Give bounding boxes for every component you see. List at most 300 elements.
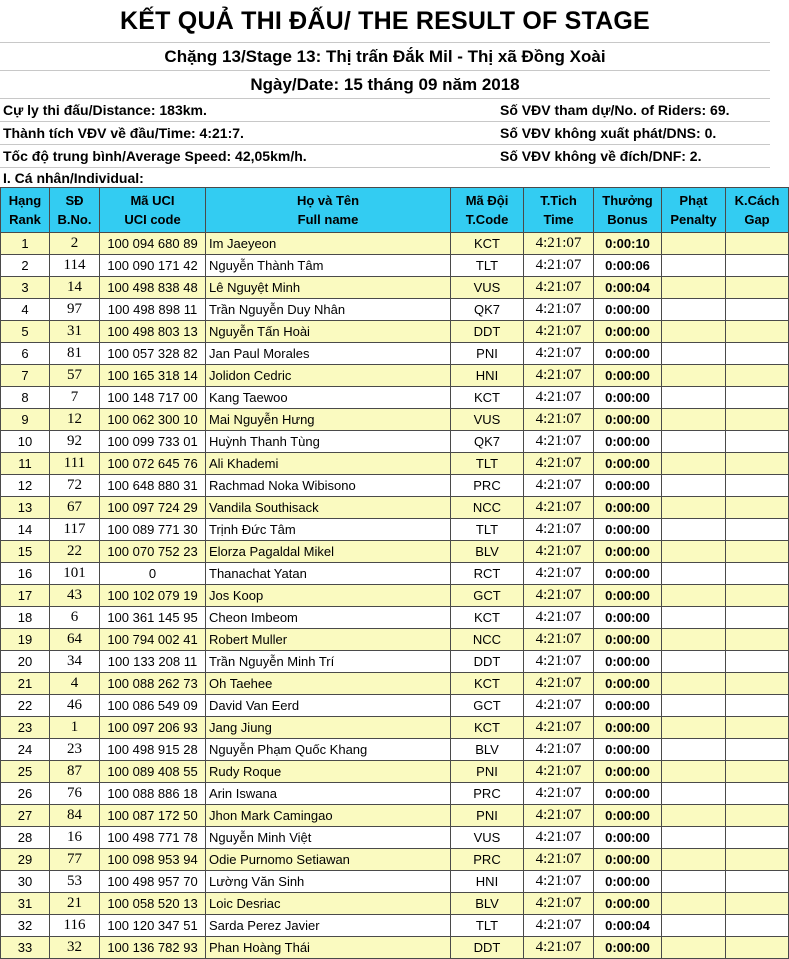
team-code-cell: DDT — [451, 651, 524, 673]
team-code-cell: DDT — [451, 937, 524, 959]
col-header-rank: Hạng Rank — [1, 188, 50, 233]
bib-number-cell: 14 — [50, 277, 100, 299]
bonus-cell: 0:00:00 — [594, 651, 662, 673]
bib-number-cell: 81 — [50, 343, 100, 365]
bonus-cell: 0:00:00 — [594, 849, 662, 871]
team-code-cell: PNI — [451, 805, 524, 827]
table-row — [1, 343, 789, 365]
table-row — [1, 805, 789, 827]
uci-code-cell: 100 498 915 28 — [100, 739, 206, 761]
team-code-cell: PNI — [451, 343, 524, 365]
time-cell: 4:21:07 — [524, 475, 594, 497]
rider-name-cell: Robert Muller — [206, 629, 451, 651]
date-row — [0, 71, 770, 99]
uci-code-cell: 100 089 771 30 — [100, 519, 206, 541]
gap-cell — [726, 629, 789, 651]
table-row — [1, 387, 789, 409]
col-header-uci: Mã UCI UCI code — [100, 188, 206, 233]
bonus-cell: 0:00:00 — [594, 431, 662, 453]
rider-name-cell: Vandila Southisack — [206, 497, 451, 519]
gap-cell — [726, 673, 789, 695]
gap-cell — [726, 915, 789, 937]
rank-cell: 22 — [1, 695, 50, 717]
rank-cell: 10 — [1, 431, 50, 453]
col-header-gap: K.Cách Gap — [726, 188, 789, 233]
team-code-cell: KCT — [451, 673, 524, 695]
uci-code-cell: 100 148 717 00 — [100, 387, 206, 409]
penalty-cell — [662, 937, 726, 959]
table-row — [1, 563, 789, 585]
uci-code-cell: 100 099 733 01 — [100, 431, 206, 453]
time-cell: 4:21:07 — [524, 299, 594, 321]
penalty-cell — [662, 277, 726, 299]
uci-code-cell: 100 058 520 13 — [100, 893, 206, 915]
bonus-cell: 0:00:00 — [594, 673, 662, 695]
gap-cell — [726, 277, 789, 299]
bib-number-cell: 77 — [50, 849, 100, 871]
team-code-cell: TLT — [451, 453, 524, 475]
time-cell: 4:21:07 — [524, 321, 594, 343]
bonus-cell: 0:00:00 — [594, 827, 662, 849]
rider-name-cell: Trịnh Đức Tâm — [206, 519, 451, 541]
table-row — [1, 585, 789, 607]
bonus-cell: 0:00:00 — [594, 541, 662, 563]
rank-cell: 25 — [1, 761, 50, 783]
time-cell: 4:21:07 — [524, 629, 594, 651]
section-label: I. Cá nhân/Individual: — [3, 169, 144, 186]
time-cell: 4:21:07 — [524, 849, 594, 871]
table-row — [1, 915, 789, 937]
table-row — [1, 475, 789, 497]
rider-name-cell: Jan Paul Morales — [206, 343, 451, 365]
gap-cell — [726, 739, 789, 761]
table-row — [1, 497, 789, 519]
bonus-cell: 0:00:00 — [594, 937, 662, 959]
penalty-cell — [662, 365, 726, 387]
bib-number-cell: 21 — [50, 893, 100, 915]
bonus-cell: 0:00:00 — [594, 563, 662, 585]
rider-name-cell: Huỳnh Thanh Tùng — [206, 431, 451, 453]
col-header-time: T.Tich Time — [524, 188, 594, 233]
rank-cell: 4 — [1, 299, 50, 321]
penalty-cell — [662, 783, 726, 805]
table-row — [1, 827, 789, 849]
bonus-cell: 0:00:00 — [594, 387, 662, 409]
rank-cell: 31 — [1, 893, 50, 915]
time-cell: 4:21:07 — [524, 585, 594, 607]
team-code-cell: BLV — [451, 893, 524, 915]
bib-number-cell: 87 — [50, 761, 100, 783]
time-cell: 4:21:07 — [524, 365, 594, 387]
table-row — [1, 519, 789, 541]
penalty-cell — [662, 717, 726, 739]
team-code-cell: KCT — [451, 607, 524, 629]
title-row — [0, 0, 770, 43]
dns-info: Số VĐV không xuất phát/DNS: 0. — [500, 125, 717, 141]
distance-info: Cự ly thi đấu/Distance: 183km. — [3, 102, 207, 118]
time-cell: 4:21:07 — [524, 739, 594, 761]
rank-cell: 20 — [1, 651, 50, 673]
table-header-row — [1, 188, 789, 233]
gap-cell — [726, 497, 789, 519]
penalty-cell — [662, 673, 726, 695]
time-cell: 4:21:07 — [524, 937, 594, 959]
gap-cell — [726, 321, 789, 343]
rank-cell: 11 — [1, 453, 50, 475]
time-cell: 4:21:07 — [524, 651, 594, 673]
time-cell: 4:21:07 — [524, 255, 594, 277]
results-table — [0, 187, 789, 959]
penalty-cell — [662, 563, 726, 585]
table-row — [1, 541, 789, 563]
uci-code-cell: 100 133 208 11 — [100, 651, 206, 673]
penalty-cell — [662, 541, 726, 563]
rider-name-cell: Sarda Perez Javier — [206, 915, 451, 937]
uci-code-cell: 100 057 328 82 — [100, 343, 206, 365]
rank-cell: 14 — [1, 519, 50, 541]
bib-number-cell: 46 — [50, 695, 100, 717]
uci-code-cell: 100 086 549 09 — [100, 695, 206, 717]
bib-number-cell: 43 — [50, 585, 100, 607]
stage-row — [0, 43, 770, 71]
bonus-cell: 0:00:00 — [594, 739, 662, 761]
bonus-cell: 0:00:00 — [594, 497, 662, 519]
penalty-cell — [662, 651, 726, 673]
gap-cell — [726, 519, 789, 541]
penalty-cell — [662, 519, 726, 541]
time-cell: 4:21:07 — [524, 673, 594, 695]
uci-code-cell: 100 136 782 93 — [100, 937, 206, 959]
penalty-cell — [662, 761, 726, 783]
time-cell: 4:21:07 — [524, 695, 594, 717]
time-info: Thành tích VĐV về đầu/Time: 4:21:7. — [3, 125, 244, 141]
riders-info: Số VĐV tham dự/No. of Riders: 69. — [500, 102, 730, 118]
rank-cell: 5 — [1, 321, 50, 343]
gap-cell — [726, 431, 789, 453]
bonus-cell: 0:00:00 — [594, 717, 662, 739]
penalty-cell — [662, 915, 726, 937]
gap-cell — [726, 783, 789, 805]
bib-number-cell: 32 — [50, 937, 100, 959]
uci-code-cell: 100 120 347 51 — [100, 915, 206, 937]
uci-code-cell: 100 094 680 89 — [100, 233, 206, 255]
penalty-cell — [662, 629, 726, 651]
bib-number-cell: 92 — [50, 431, 100, 453]
time-cell: 4:21:07 — [524, 387, 594, 409]
penalty-cell — [662, 585, 726, 607]
gap-cell — [726, 761, 789, 783]
rider-name-cell: Nguyễn Minh Việt — [206, 827, 451, 849]
bib-number-cell: 57 — [50, 365, 100, 387]
bib-number-cell: 4 — [50, 673, 100, 695]
gap-cell — [726, 871, 789, 893]
rider-name-cell: Nguyễn Tấn Hoài — [206, 321, 451, 343]
team-code-cell: TLT — [451, 255, 524, 277]
time-cell: 4:21:07 — [524, 717, 594, 739]
rank-cell: 3 — [1, 277, 50, 299]
bib-number-cell: 16 — [50, 827, 100, 849]
uci-code-cell: 100 088 886 18 — [100, 783, 206, 805]
bonus-cell: 0:00:00 — [594, 299, 662, 321]
table-row — [1, 783, 789, 805]
penalty-cell — [662, 827, 726, 849]
time-cell: 4:21:07 — [524, 343, 594, 365]
team-code-cell: VUS — [451, 277, 524, 299]
penalty-cell — [662, 849, 726, 871]
uci-code-cell: 100 165 318 14 — [100, 365, 206, 387]
team-code-cell: RCT — [451, 563, 524, 585]
col-header-name: Họ và Tên Full name — [206, 188, 451, 233]
rank-cell: 23 — [1, 717, 50, 739]
gap-cell — [726, 585, 789, 607]
bonus-cell: 0:00:00 — [594, 343, 662, 365]
bonus-cell: 0:00:04 — [594, 915, 662, 937]
time-cell: 4:21:07 — [524, 563, 594, 585]
gap-cell — [726, 343, 789, 365]
time-cell: 4:21:07 — [524, 277, 594, 299]
rank-cell: 6 — [1, 343, 50, 365]
team-code-cell: BLV — [451, 739, 524, 761]
bib-number-cell: 76 — [50, 783, 100, 805]
team-code-cell: PNI — [451, 761, 524, 783]
bonus-cell: 0:00:00 — [594, 607, 662, 629]
rank-cell: 33 — [1, 937, 50, 959]
rider-name-cell: Arin Iswana — [206, 783, 451, 805]
rank-cell: 9 — [1, 409, 50, 431]
rank-cell: 18 — [1, 607, 50, 629]
time-cell: 4:21:07 — [524, 783, 594, 805]
rider-name-cell: Cheon Imbeom — [206, 607, 451, 629]
uci-code-cell: 100 070 752 23 — [100, 541, 206, 563]
gap-cell — [726, 695, 789, 717]
bonus-cell: 0:00:00 — [594, 871, 662, 893]
uci-code-cell: 100 102 079 19 — [100, 585, 206, 607]
team-code-cell: KCT — [451, 233, 524, 255]
gap-cell — [726, 409, 789, 431]
bib-number-cell: 117 — [50, 519, 100, 541]
penalty-cell — [662, 805, 726, 827]
penalty-cell — [662, 343, 726, 365]
rank-cell: 19 — [1, 629, 50, 651]
bib-number-cell: 23 — [50, 739, 100, 761]
table-row — [1, 453, 789, 475]
bonus-cell: 0:00:00 — [594, 805, 662, 827]
table-row — [1, 761, 789, 783]
time-cell: 4:21:07 — [524, 431, 594, 453]
uci-code-cell: 100 794 002 41 — [100, 629, 206, 651]
bonus-cell: 0:00:00 — [594, 519, 662, 541]
bonus-cell: 0:00:04 — [594, 277, 662, 299]
bib-number-cell: 116 — [50, 915, 100, 937]
bib-number-cell: 7 — [50, 387, 100, 409]
page-title: KẾT QUẢ THI ĐẤU/ THE RESULT OF STAGE — [120, 6, 650, 35]
gap-cell — [726, 387, 789, 409]
rider-name-cell: Kang Taewoo — [206, 387, 451, 409]
rider-name-cell: Trần Nguyễn Minh Trí — [206, 651, 451, 673]
table-row — [1, 409, 789, 431]
dnf-info: Số VĐV không về đích/DNF: 2. — [500, 148, 702, 164]
team-code-cell: QK7 — [451, 299, 524, 321]
penalty-cell — [662, 321, 726, 343]
results-body — [1, 233, 789, 959]
rider-name-cell: Nguyễn Phạm Quốc Khang — [206, 739, 451, 761]
table-row — [1, 431, 789, 453]
rank-cell: 27 — [1, 805, 50, 827]
uci-code-cell: 100 361 145 95 — [100, 607, 206, 629]
rider-name-cell: Lê Nguyệt Minh — [206, 277, 451, 299]
time-cell: 4:21:07 — [524, 805, 594, 827]
bib-number-cell: 6 — [50, 607, 100, 629]
bonus-cell: 0:00:00 — [594, 695, 662, 717]
penalty-cell — [662, 409, 726, 431]
uci-code-cell: 100 648 880 31 — [100, 475, 206, 497]
gap-cell — [726, 541, 789, 563]
table-row — [1, 673, 789, 695]
rider-name-cell: Rachmad Noka Wibisono — [206, 475, 451, 497]
uci-code-cell: 100 498 898 11 — [100, 299, 206, 321]
table-row — [1, 299, 789, 321]
bib-number-cell: 2 — [50, 233, 100, 255]
penalty-cell — [662, 387, 726, 409]
rank-cell: 30 — [1, 871, 50, 893]
uci-code-cell: 100 072 645 76 — [100, 453, 206, 475]
info-row-2 — [0, 122, 770, 145]
table-row — [1, 233, 789, 255]
bib-number-cell: 31 — [50, 321, 100, 343]
gap-cell — [726, 233, 789, 255]
col-header-bno: SĐ B.No. — [50, 188, 100, 233]
team-code-cell: PRC — [451, 783, 524, 805]
time-cell: 4:21:07 — [524, 233, 594, 255]
team-code-cell: TLT — [451, 915, 524, 937]
gap-cell — [726, 475, 789, 497]
uci-code-cell: 0 — [100, 563, 206, 585]
rank-cell: 16 — [1, 563, 50, 585]
time-cell: 4:21:07 — [524, 871, 594, 893]
table-row — [1, 365, 789, 387]
team-code-cell: VUS — [451, 409, 524, 431]
time-cell: 4:21:07 — [524, 497, 594, 519]
bib-number-cell: 72 — [50, 475, 100, 497]
penalty-cell — [662, 299, 726, 321]
gap-cell — [726, 651, 789, 673]
penalty-cell — [662, 233, 726, 255]
info-row-3 — [0, 145, 770, 168]
uci-code-cell: 100 498 838 48 — [100, 277, 206, 299]
bonus-cell: 0:00:06 — [594, 255, 662, 277]
bonus-cell: 0:00:10 — [594, 233, 662, 255]
team-code-cell: GCT — [451, 585, 524, 607]
info-row-1 — [0, 99, 770, 122]
rank-cell: 8 — [1, 387, 50, 409]
uci-code-cell: 100 062 300 10 — [100, 409, 206, 431]
penalty-cell — [662, 695, 726, 717]
bonus-cell: 0:00:00 — [594, 409, 662, 431]
table-row — [1, 739, 789, 761]
stage-title: Chặng 13/Stage 13: Thị trấn Đắk Mil - Thị xã Đồng Xoài — [164, 46, 606, 66]
uci-code-cell: 100 498 771 78 — [100, 827, 206, 849]
table-row — [1, 255, 789, 277]
rank-cell: 32 — [1, 915, 50, 937]
bib-number-cell: 12 — [50, 409, 100, 431]
rider-name-cell: Mai Nguyễn Hưng — [206, 409, 451, 431]
team-code-cell: HNI — [451, 365, 524, 387]
table-row — [1, 321, 789, 343]
gap-cell — [726, 805, 789, 827]
rider-name-cell: Jhon Mark Camingao — [206, 805, 451, 827]
table-row — [1, 717, 789, 739]
time-cell: 4:21:07 — [524, 453, 594, 475]
rank-cell: 12 — [1, 475, 50, 497]
rider-name-cell: Jang Jiung — [206, 717, 451, 739]
rider-name-cell: Im Jaeyeon — [206, 233, 451, 255]
rank-cell: 26 — [1, 783, 50, 805]
team-code-cell: BLV — [451, 541, 524, 563]
time-cell: 4:21:07 — [524, 893, 594, 915]
penalty-cell — [662, 739, 726, 761]
rank-cell: 13 — [1, 497, 50, 519]
team-code-cell: HNI — [451, 871, 524, 893]
table-row — [1, 277, 789, 299]
time-cell: 4:21:07 — [524, 541, 594, 563]
bonus-cell: 0:00:00 — [594, 453, 662, 475]
team-code-cell: TLT — [451, 519, 524, 541]
penalty-cell — [662, 607, 726, 629]
rider-name-cell: Thanachat Yatan — [206, 563, 451, 585]
rider-name-cell: Jos Koop — [206, 585, 451, 607]
gap-cell — [726, 453, 789, 475]
uci-code-cell: 100 087 172 50 — [100, 805, 206, 827]
speed-info: Tốc độ trung bình/Average Speed: 42,05km/h. — [3, 148, 307, 164]
table-row — [1, 871, 789, 893]
rider-name-cell: David Van Eerd — [206, 695, 451, 717]
uci-code-cell: 100 097 206 93 — [100, 717, 206, 739]
time-cell: 4:21:07 — [524, 761, 594, 783]
rider-name-cell: Trần Nguyễn Duy Nhân — [206, 299, 451, 321]
bonus-cell: 0:00:00 — [594, 321, 662, 343]
gap-cell — [726, 849, 789, 871]
rank-cell: 17 — [1, 585, 50, 607]
team-code-cell: DDT — [451, 321, 524, 343]
time-cell: 4:21:07 — [524, 607, 594, 629]
team-code-cell: KCT — [451, 717, 524, 739]
team-code-cell: NCC — [451, 629, 524, 651]
table-row — [1, 651, 789, 673]
rider-name-cell: Phan Hoàng Thái — [206, 937, 451, 959]
bib-number-cell: 97 — [50, 299, 100, 321]
penalty-cell — [662, 255, 726, 277]
time-cell: 4:21:07 — [524, 827, 594, 849]
bonus-cell: 0:00:00 — [594, 893, 662, 915]
rank-cell: 7 — [1, 365, 50, 387]
bib-number-cell: 1 — [50, 717, 100, 739]
bonus-cell: 0:00:00 — [594, 475, 662, 497]
gap-cell — [726, 717, 789, 739]
rider-name-cell: Elorza Pagaldal Mikel — [206, 541, 451, 563]
rank-cell: 29 — [1, 849, 50, 871]
bonus-cell: 0:00:00 — [594, 761, 662, 783]
rider-name-cell: Lường Văn Sinh — [206, 871, 451, 893]
stage-date: Ngày/Date: 15 tháng 09 năm 2018 — [250, 74, 520, 94]
gap-cell — [726, 299, 789, 321]
penalty-cell — [662, 893, 726, 915]
penalty-cell — [662, 453, 726, 475]
penalty-cell — [662, 497, 726, 519]
bib-number-cell: 53 — [50, 871, 100, 893]
rank-cell: 2 — [1, 255, 50, 277]
col-header-bonus: Thưởng Bonus — [594, 188, 662, 233]
table-row — [1, 607, 789, 629]
